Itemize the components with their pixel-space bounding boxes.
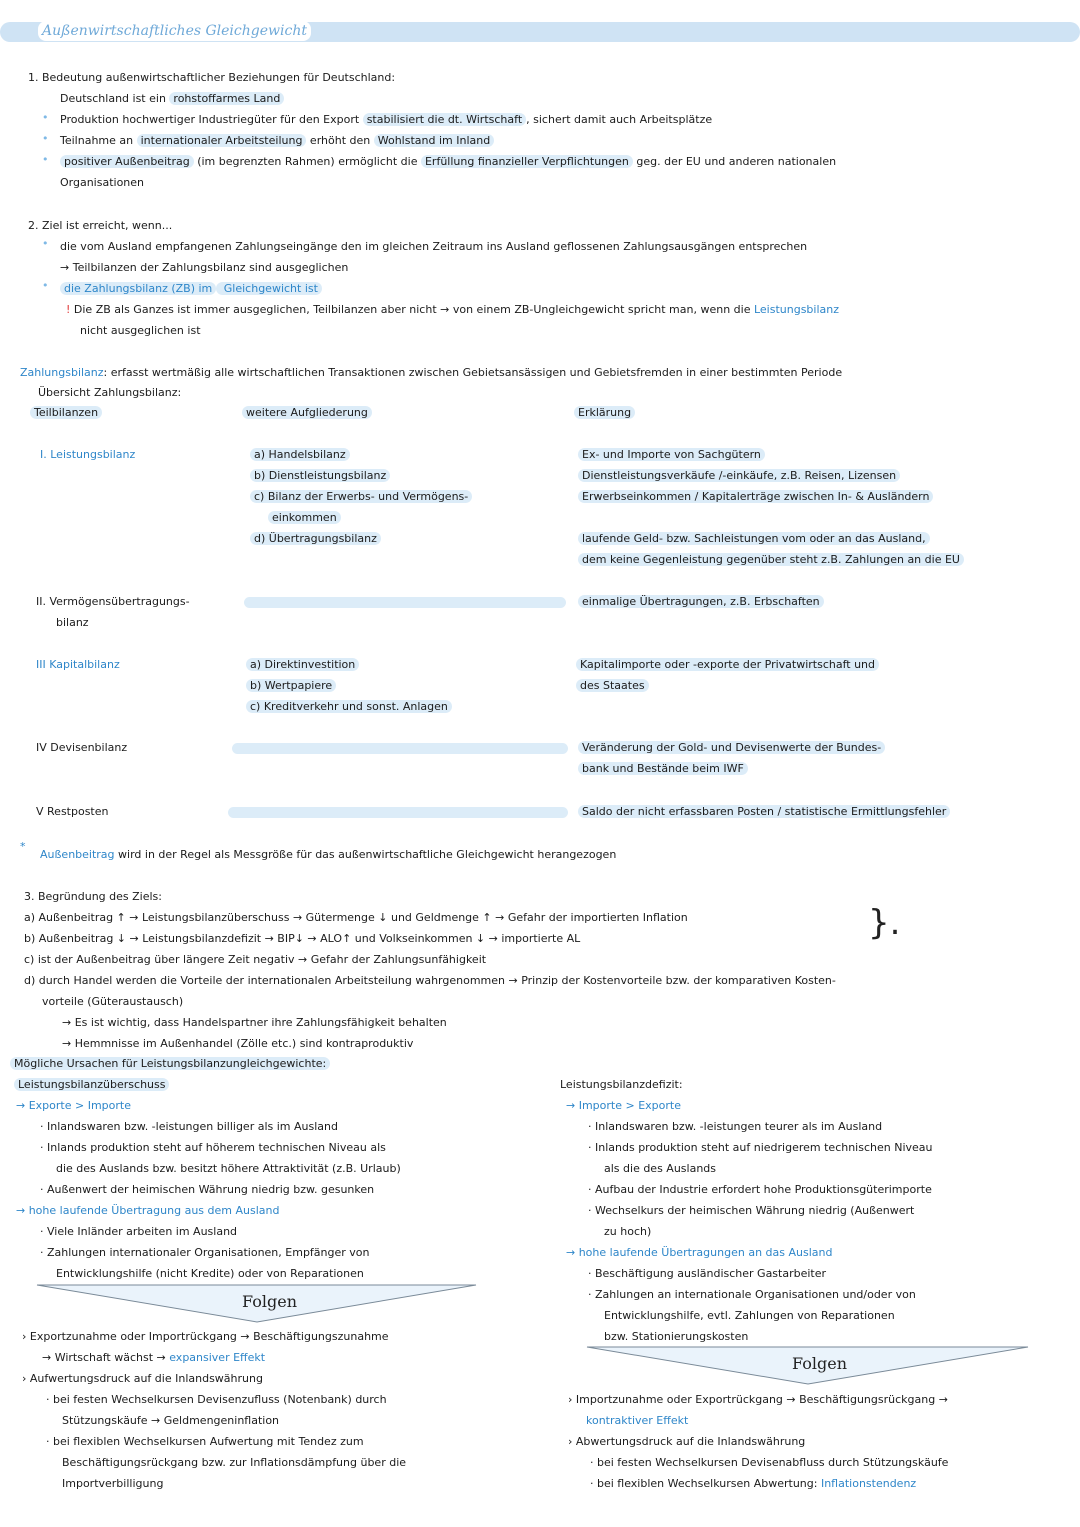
col-erklaerung: Erklärung [574,406,635,420]
ueberschuss-f5c: Importverbilligung [62,1477,164,1490]
zb-overview: Übersicht Zahlungsbilanz: [38,386,182,399]
s3-d2: vorteile (Güteraustausch) [42,995,184,1008]
s3-c: c) ist der Außenbeitrag über längere Zeit negativ → Gefahr der Zahlungsunfähigkeit [24,953,487,966]
ueberschuss-i1: · Inlandswaren bzw. -leistungen billiger als im Ausland [40,1120,338,1133]
uebertragungsbilanz: d) Übertragungsbilanz [250,532,381,546]
kreditverkehr: c) Kreditverkehr und sonst. Anlagen [246,700,452,714]
defizit-i1: · Inlandswaren bzw. -leistungen teurer als im Ausland [588,1120,883,1133]
defizit-f1: › Importzunahme oder Exportrückgang → Beschäftigungsrückgang → [568,1393,948,1406]
ueberschuss-f5b: Beschäftigungsrückgang bzw. zur Inflationsdämpfung über die [62,1456,407,1469]
erwerbsbilanz-exp: Erwerbseinkommen / Kapitalerträge zwischen In- & Ausländern [578,490,933,504]
erwerbsbilanz-2: einkommen [268,511,341,525]
ueberschuss-i5b: Entwicklungshilfe (nicht Kredite) oder von Reparationen [56,1267,364,1280]
folgen-right: Folgen [792,1354,847,1373]
defizit-f2: kontraktiver Effekt [586,1414,689,1427]
devisenbilanz-exp2: bank und Bestände beim IWF [578,762,748,776]
s2-line1: die vom Ausland empfangenen Zahlungseingänge den im gleichen Zeitraum ins Ausland geflossenen Zahlungsausgängen entsprechen [60,240,808,253]
defizit-h2: → hohe laufende Übertragungen an das Ausland [566,1246,833,1259]
defizit-f5: · bei flexiblen Wechselkursen Abwertung: Inflationstendenz [590,1477,917,1490]
uebertragungsbilanz-exp2: dem keine Gegenleistung gegenüber steht z.B. Zahlungen an die EU [578,553,964,567]
ueberschuss-f4b: Stützungskäufe → Geldmengeninflation [62,1414,280,1427]
erwerbsbilanz: c) Bilanz der Erwerbs- und Vermögens- [250,490,472,504]
ueberschuss-h2: → hohe laufende Übertragung aus dem Ausland [16,1204,280,1217]
s2-line5: nicht ausgeglichen ist [80,324,201,337]
ueberschuss-i4: · Viele Inländer arbeiten im Ausland [40,1225,238,1238]
leistungsbilanz-label: I. Leistungsbilanz [40,448,136,461]
vermoegensuebertragung-exp: einmalige Übertragungen, z.B. Erbschaften [578,595,824,609]
bullet-icon: • [42,237,49,250]
kapitalbilanz-exp2: des Staates [576,679,649,693]
defizit-i6b: Entwicklungshilfe, evtl. Zahlungen von Reparationen [604,1309,895,1322]
s2-line3: die Zahlungsbilanz (ZB) im Gleichgewicht ist [60,282,322,296]
s1-line5: Organisationen [60,176,145,189]
ueberschuss-i2b: die des Auslands bzw. besitzt höhere Attraktivität (z.B. Urlaub) [56,1162,401,1175]
section1-heading: 1. Bedeutung außenwirtschaftlicher Beziehungen für Deutschland: [28,71,396,84]
col-aufgliederung: weitere Aufgliederung [242,406,372,420]
devisenbilanz-label: IV Devisenbilanz [36,741,128,754]
bullet-icon: • [42,279,49,292]
page-title: Außenwirtschaftliches Gleichgewicht [38,21,311,41]
devisenbilanz-exp1: Veränderung der Gold- und Devisenwerte der Bundes- [578,741,885,755]
brace: }. [868,903,901,943]
kapitalbilanz-label: III Kapitalbilanz [36,658,120,671]
folgen-left: Folgen [242,1292,297,1311]
defizit-f3: › Abwertungsdruck auf die Inlandswährung [568,1435,806,1448]
s2-line4: ! Die ZB als Ganzes ist immer ausgeglichen, Teilbilanzen aber nicht → von einem ZB-Ungleichgewicht spricht man, wenn die Leistungsbilanz [66,303,840,316]
ueberschuss-i3: · Außenwert der heimischen Währung niedrig bzw. gesunken [40,1183,375,1196]
defizit-i4b: zu hoch) [604,1225,652,1238]
ueberschuss-f3: › Aufwertungsdruck auf die Inlandswährung [22,1372,263,1385]
s1-line4: positiver Außenbeitrag (im begrenzten Rahmen) ermöglicht die Erfüllung finanzieller Verpflichtungen geg. der EU und anderen nationalen [60,155,836,169]
defizit-f4: · bei festen Wechselkursen Devisenabfluss durch Stützungskäufe [590,1456,949,1469]
defizit-i5: · Beschäftigung ausländischer Gastarbeiter [588,1267,827,1280]
defizit-i4a: · Wechselkurs der heimischen Währung niedrig (Außenwert [588,1204,915,1217]
defizit-i6a: · Zahlungen an internationale Organisationen und/oder von [588,1288,916,1301]
s3-d4: → Hemmnisse im Außenhandel (Zölle etc.) sind kontraproduktiv [62,1037,414,1050]
note-aussenbeitrag: Außenbeitrag wird in der Regel als Messgröße für das außenwirtschaftliche Gleichgewicht herangezogen [40,848,617,861]
bullet-icon: • [42,111,49,124]
defizit-i2a: · Inlands produktion steht auf niedrigerem technischen Niveau [588,1141,933,1154]
s3-d3: → Es ist wichtig, dass Handelspartner ihre Zahlungsfähigkeit behalten [62,1016,447,1029]
ueberschuss-title: Leistungsbilanzüberschuss [14,1078,169,1092]
s3-d1: d) durch Handel werden die Vorteile der internationalen Arbeitsteilung wahrgenommen → Prinzip der Kostenvorteile bzw. der komparativen Kosten- [24,974,836,987]
causes-heading: Mögliche Ursachen für Leistungsbilanzungleichgewichte: [10,1057,330,1071]
ueberschuss-i5a: · Zahlungen internationaler Organisationen, Empfänger von [40,1246,370,1259]
restposten-exp: Saldo der nicht erfassbaren Posten / statistische Ermittlungsfehler [578,805,950,819]
vermoegensuebertragung-label2: bilanz [56,616,89,629]
uebertragungsbilanz-exp1: laufende Geld- bzw. Sachleistungen vom oder an das Ausland, [578,532,930,546]
bullet-icon: • [42,132,49,145]
kapitalbilanz-exp1: Kapitalimporte oder -exporte der Privatwirtschaft und [576,658,879,672]
defizit-h1: → Importe > Exporte [566,1099,681,1112]
zb-definition: Zahlungsbilanz: erfasst wertmäßig alle wirtschaftlichen Transaktionen zwischen Gebietsansässigen und Gebietsfremden in einer bestimmten Periode [20,366,843,379]
ueberschuss-f5a: · bei flexiblen Wechselkursen Aufwertung mit Tendez zum [46,1435,364,1448]
ueberschuss-h1: → Exporte > Importe [16,1099,131,1112]
dienstleistungsbilanz: b) Dienstleistungsbilanz [250,469,390,483]
section3-heading: 3. Begründung des Ziels: [24,890,162,903]
highlight-bar [228,807,568,818]
s1-line3: Teilnahme an internationaler Arbeitsteilung erhöht den Wohlstand im Inland [60,134,494,148]
defizit-i6c: bzw. Stationierungskosten [604,1330,749,1343]
defizit-title: Leistungsbilanzdefizit: [560,1078,683,1091]
ueberschuss-f2: → Wirtschaft wächst → expansiver Effekt [42,1351,266,1364]
ueberschuss-f1: › Exportzunahme oder Importrückgang → Beschäftigungszunahme [22,1330,389,1343]
bullet-icon: • [42,153,49,166]
defizit-i2b: als die des Auslands [604,1162,717,1175]
dienstleistungsbilanz-exp: Dienstleistungsverkäufe /-einkäufe, z.B. Reisen, Lizensen [578,469,900,483]
handelsbilanz: a) Handelsbilanz [250,448,350,462]
ueberschuss-f4a: · bei festen Wechselkursen Devisenzufluss (Notenbank) durch [46,1393,387,1406]
s1-line2: Produktion hochwertiger Industriegüter für den Export stabilisiert die dt. Wirtschaft , sichert damit auch Arbeitsplätze [60,113,713,126]
defizit-i3: · Aufbau der Industrie erfordert hohe Produktionsgüterimporte [588,1183,932,1196]
highlight-bar [244,597,566,608]
s3-a: a) Außenbeitrag ↑ → Leistungsbilanzüberschuss → Gütermenge ↓ und Geldmenge ↑ → Gefahr der importierten Inflation [24,911,688,924]
highlight-bar [232,743,568,754]
note-star: * [20,840,26,853]
s3-b: b) Außenbeitrag ↓ → Leistungsbilanzdefizit → BIP↓ → ALO↑ und Volkseinkommen ↓ → importierte AL [24,932,581,945]
wertpapiere: b) Wertpapiere [246,679,336,693]
handelsbilanz-exp: Ex- und Importe von Sachgütern [578,448,765,462]
direktinvestition: a) Direktinvestition [246,658,359,672]
col-teilbilanzen: Teilbilanzen [30,406,102,420]
s1-line1: Deutschland ist ein rohstoffarmes Land [60,92,284,106]
restposten-label: V Restposten [36,805,109,818]
s2-line2: → Teilbilanzen der Zahlungsbilanz sind ausgeglichen [60,261,349,274]
ueberschuss-i2a: · Inlands produktion steht auf höherem technischen Niveau als [40,1141,386,1154]
vermoegensuebertragung-label: II. Vermögensübertragungs- [36,595,190,608]
section2-heading: 2. Ziel ist erreicht, wenn... [28,219,173,232]
